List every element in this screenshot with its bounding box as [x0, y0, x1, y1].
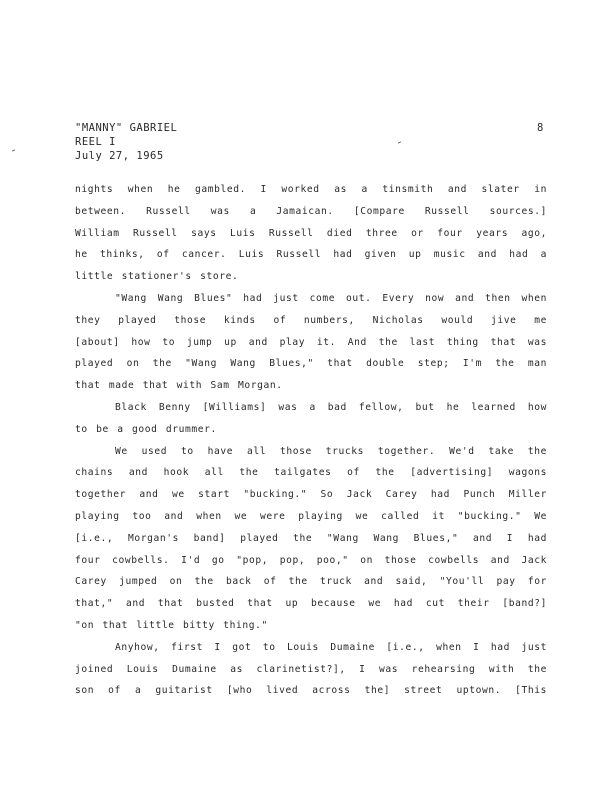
text-line: played on the "Wang Wang Blues," that double step; I'm the man	[75, 358, 547, 370]
text-line: "Wang Wang Blues" had just come out. Every now and then when	[115, 292, 547, 304]
reel-label: REEL I	[75, 136, 116, 148]
text-line: that made that with Sam Morgan.	[75, 380, 283, 392]
text-line: Anyhow, first I got to Louis Dumaine [i.e., when I had just	[115, 641, 547, 653]
text-line: chains and hook all the tailgates of the [advertising] wagons	[75, 467, 547, 479]
text-line: joined Louis Dumaine as clarinetist?], I was rehearsing with the	[75, 663, 547, 675]
text-line: [i.e., Morgan's band] played the "Wang Wang Blues," and I had	[75, 532, 547, 544]
text-line: that," and that busted that up because we had cut their [band?]	[75, 598, 547, 610]
text-line: son of a guitarist [who lived across the] street uptown. [This	[75, 685, 547, 697]
text-line: William Russell says Luis Russell died three or four years ago,	[75, 227, 547, 239]
paragraph	[75, 288, 547, 397]
text-line: between. Russell was a Jamaican. [Compare Russell sources.]	[75, 205, 547, 217]
paragraph	[75, 179, 547, 288]
interviewee-name: "MANNY" GABRIEL	[75, 122, 178, 134]
scan-speck	[398, 141, 401, 143]
text-line: playing too and when we were playing we called it "bucking." We	[75, 510, 547, 522]
scan-speck	[12, 149, 15, 151]
text-line: [about] how to jump up and play it. And the last thing that was	[75, 336, 547, 348]
paragraph	[75, 637, 547, 702]
page-number: 8	[537, 122, 544, 134]
text-line: they played those kinds of numbers, Nicholas would jive me	[75, 314, 547, 326]
text-line: little stationer's store.	[75, 271, 239, 283]
text-line: We used to have all those trucks together. We'd take the	[115, 445, 547, 457]
transcript-body	[75, 179, 547, 702]
text-line: to be a good drummer.	[75, 423, 217, 435]
interview-date: July 27, 1965	[75, 150, 164, 162]
paragraph	[75, 441, 547, 637]
text-line: he thinks, of cancer. Luis Russell had given up music and had a	[75, 249, 547, 261]
paragraph	[75, 397, 547, 441]
text-line: nights when he gambled. I worked as a tinsmith and slater in	[75, 184, 547, 195]
text-line: Carey jumped on the back of the truck and said, "You'll pay for	[75, 576, 547, 588]
text-line: four cowbells. I'd go "pop, pop, poo," on those cowbells and Jack	[75, 554, 547, 566]
transcript-header	[75, 121, 177, 163]
text-line: together and we start "bucking." So Jack Carey had Punch Miller	[75, 489, 547, 501]
text-line: Black Benny [Williams] was a bad fellow, but he learned how	[115, 401, 547, 413]
text-line: "on that little bitty thing."	[75, 619, 268, 631]
